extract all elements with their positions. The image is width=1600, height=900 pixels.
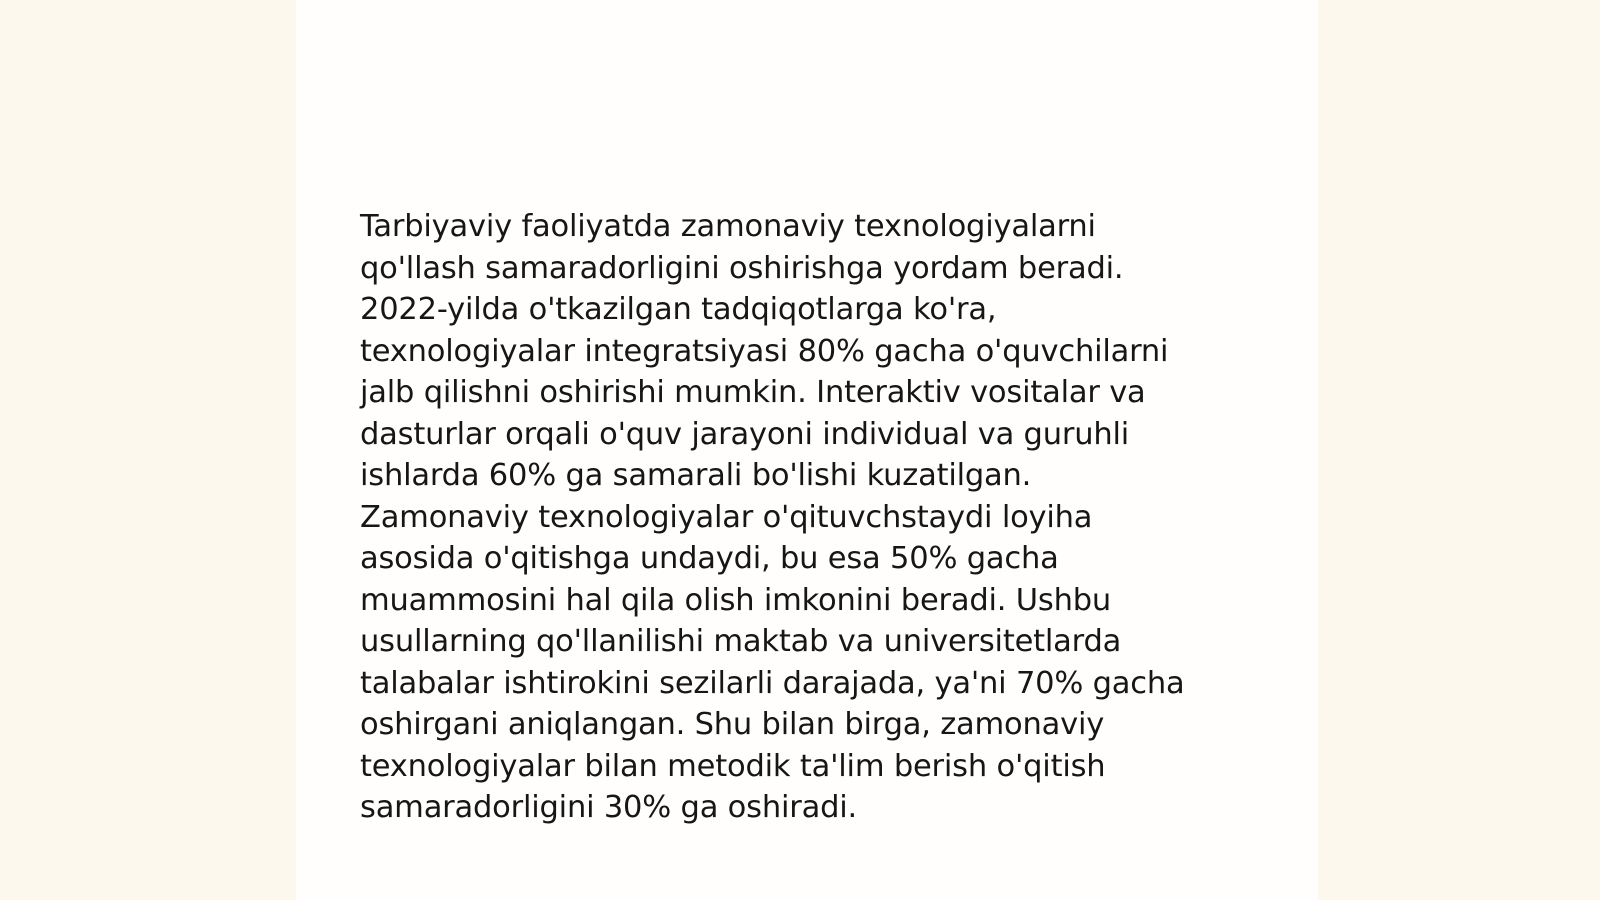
text-line-14: texnologiyalar bilan metodik ta'lim berish o'qitish bbox=[360, 748, 1106, 784]
text-line-6: dasturlar orqali o'quv jarayoni individual va guruhli bbox=[360, 416, 1129, 452]
text-line-12: talabalar ishtirokini sezilarli darajada, ya'ni 70% gacha bbox=[360, 665, 1185, 701]
document-page bbox=[296, 0, 1318, 900]
text-line-11: usullarning qo'llanilishi maktab va universitetlarda bbox=[360, 624, 1122, 659]
text-line-13: oshirgani aniqlangan. Shu bilan birga, zamonaviy bbox=[360, 707, 1105, 742]
text-line-2: qo'llash samaradorligini oshirishga yordam beradi. bbox=[360, 250, 1124, 286]
text-line-4: texnologiyalar integratsiyasi 80% gacha o'quvchilarni bbox=[360, 333, 1169, 369]
text-line-8: Zamonaviy texnologiyalar o'qituvchstaydi loyiha bbox=[360, 499, 1093, 535]
text-line-15: samaradorligini 30% ga oshiradi. bbox=[360, 790, 857, 825]
text-line-9: asosida o'qitishga undaydi, bu esa 50% gacha bbox=[360, 541, 1059, 576]
body-paragraph bbox=[360, 206, 1255, 829]
text-line-3: 2022-yilda o'tkazilgan tadqiqotlarga ko'ra, bbox=[360, 292, 997, 327]
text-line-10: muammosini hal qila olish imkonini beradi. Ushbu bbox=[360, 582, 1112, 618]
text-line-5: jalb qilishni oshirishi mumkin. Interaktiv vositalar va bbox=[360, 375, 1146, 410]
text-line-1: Tarbiyaviy faoliyatda zamonaviy texnologiyalarni bbox=[360, 209, 1096, 244]
text-line-7: ishlarda 60% ga samarali bo'lishi kuzatilgan. bbox=[360, 458, 1032, 493]
